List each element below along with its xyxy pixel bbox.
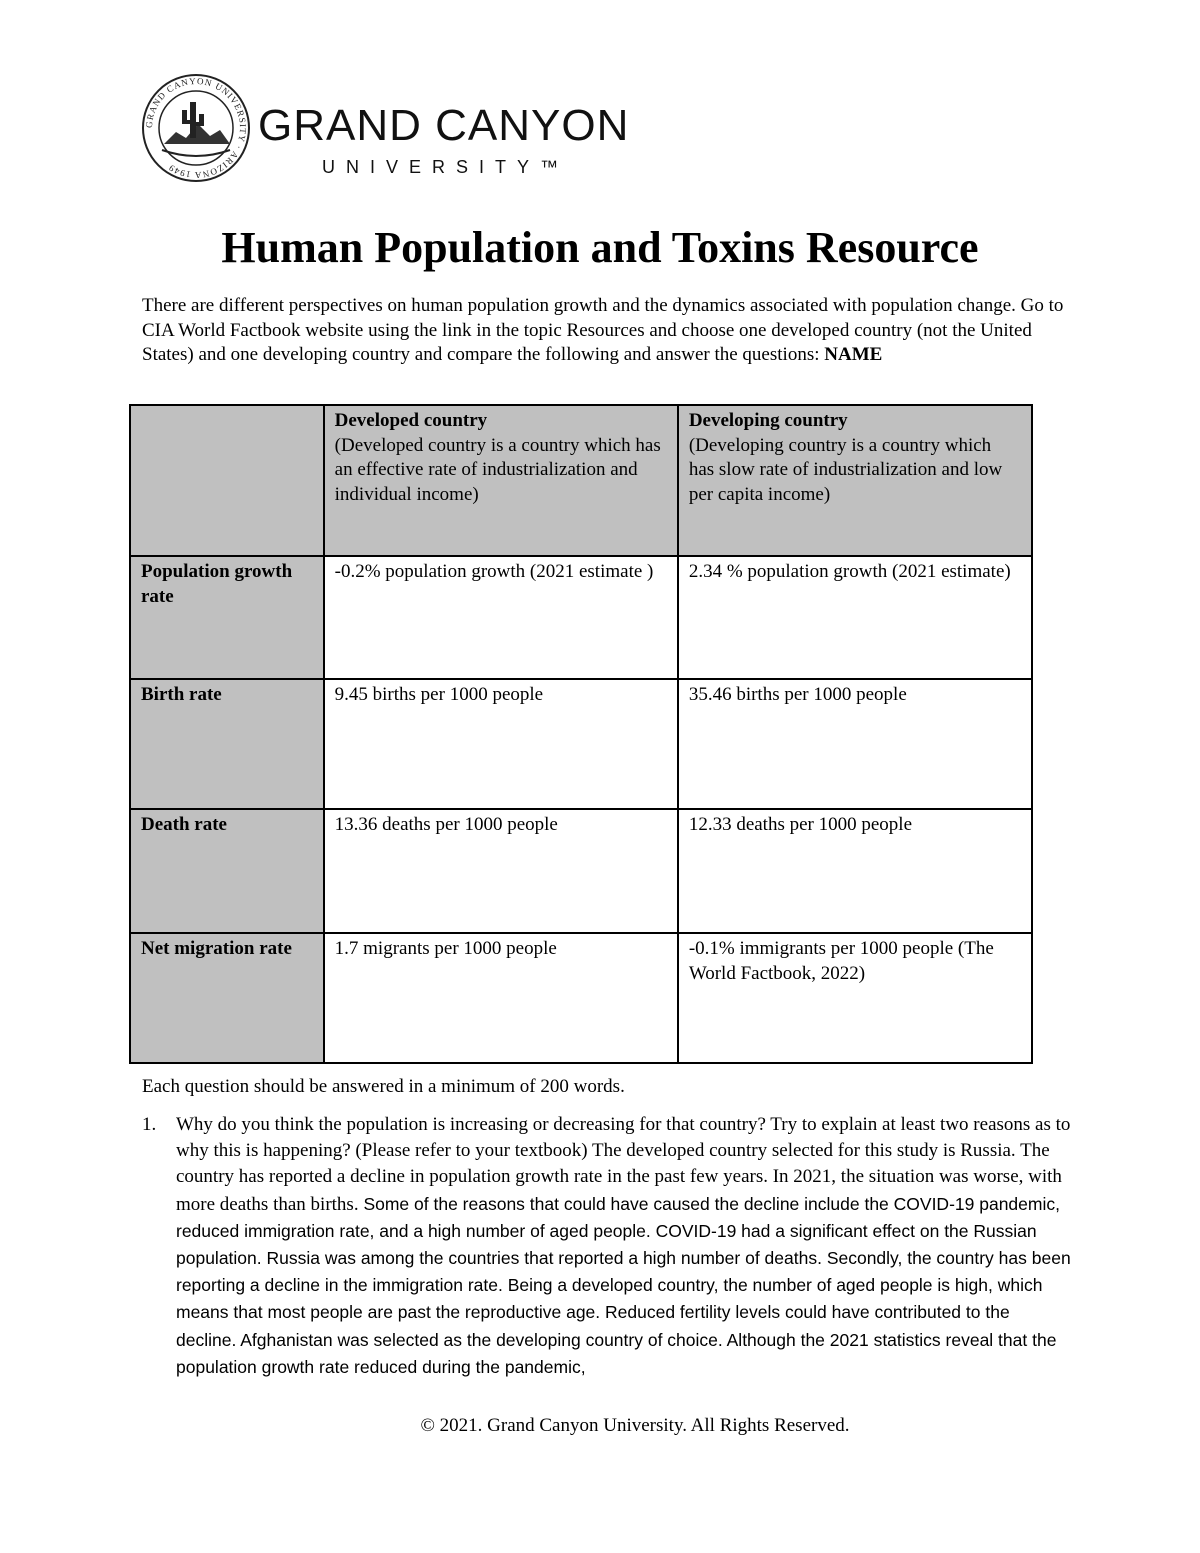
table-row <box>130 679 1032 809</box>
row-label: Population growth rate <box>130 556 324 679</box>
developed-value: 9.45 births per 1000 people <box>324 679 678 809</box>
question-body <box>176 1112 1072 1381</box>
row-label: Death rate <box>130 809 324 933</box>
intro-text: There are different perspectives on human population growth and the dynamics associated with population change. Go to CIA World Factbook website using the link in the topic Resources and choose one developed country (not the United States) and one developing country and compare the following and answer the questions: <box>142 295 1064 365</box>
table-corner-cell <box>130 405 324 556</box>
developed-value: 13.36 deaths per 1000 people <box>324 809 678 933</box>
question-number: 1. <box>142 1114 157 1135</box>
developed-header-desc: (Developed country is a country which has an effective rate of industrialization and individual income) <box>334 434 661 505</box>
developed-header-cell <box>324 405 678 556</box>
university-logo <box>140 72 630 182</box>
developing-header-cell <box>678 405 1032 556</box>
row-label: Net migration rate <box>130 933 324 1063</box>
developing-value: 35.46 births per 1000 people <box>678 679 1032 809</box>
table-row <box>130 556 1032 679</box>
logo-name-line2: UNIVERSITY™ <box>322 157 570 177</box>
logo-name-line1: GRAND CANYON <box>258 101 630 150</box>
word-count-note: Each question should be answered in a minimum of 200 words. <box>142 1076 625 1097</box>
question-prompt-text: Why do you think the population is increasing or decreasing for that country? Try to explain at least two reasons as to why this is happening? (Please refer to your textbook) The developed country selected for this study is Russia. The country has reported a decline in population growth rate in the past few years. In 2021, the situation was worse, with more deaths than births. <box>176 1114 1071 1215</box>
answer-text: Some of the reasons that could have caused the decline include the COVID-19 pandemic, reduced immigration rate, and a high number of aged people. COVID-19 had a significant effect on the Russian population. Russia was among the countries that reported a high number of deaths. Secondly, the country has been reporting a decline in the immigration rate. Being a developed country, the number of aged people is high, which means that most people are past the reproductive age. Reduced fertility levels could have contributed to the decline. Afghanistan was selected as the developing country of choice. Although the 2021 statistics reveal that the population growth rate reduced during the pandemic, <box>176 1193 1071 1377</box>
copyright-footer: © 2021. Grand Canyon University. All Rights Reserved. <box>420 1415 850 1436</box>
developed-value: -0.2% population growth (2021 estimate ) <box>324 556 678 679</box>
table-row <box>130 809 1032 933</box>
svg-text:GRAND CANYON UNIVERSITY · ARIZ: GRAND CANYON UNIVERSITY · ARIZONA 1949 <box>143 75 249 181</box>
university-seal-icon <box>140 72 252 184</box>
comparison-table <box>129 404 1033 1064</box>
developing-header-desc: (Developing country is a country which has slow rate of industrialization and low per capita income) <box>688 434 1003 505</box>
page-title: Human Population and Toxins Resource <box>221 223 979 272</box>
developing-value: -0.1% immigrants per 1000 people (The World Factbook, 2022) <box>678 933 1032 1063</box>
intro-paragraph <box>142 294 1072 368</box>
row-label: Birth rate <box>130 679 324 809</box>
name-label: NAME <box>824 344 883 365</box>
developing-header-title: Developing country <box>688 410 848 431</box>
developed-value: 1.7 migrants per 1000 people <box>324 933 678 1063</box>
table-row <box>130 933 1032 1063</box>
developed-header-title: Developed country <box>334 410 488 431</box>
question-1 <box>142 1112 1072 1381</box>
developing-value: 2.34 % population growth (2021 estimate) <box>678 556 1032 679</box>
table-header-row <box>130 405 1032 556</box>
developing-value: 12.33 deaths per 1000 people <box>678 809 1032 933</box>
